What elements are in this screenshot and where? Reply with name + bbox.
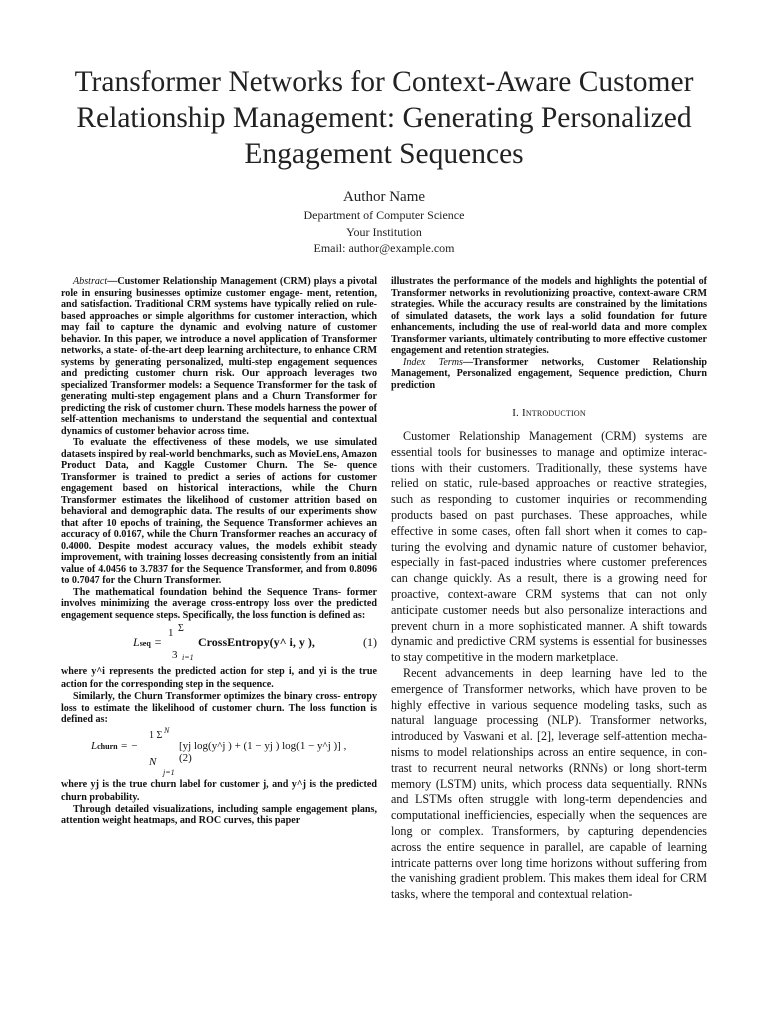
right-column (391, 276, 707, 903)
intro-paragraph-1: Customer Relationship Management (CRM) systems are essential tools for businesses to manage and optimize interac- tions with their customers. Traditionally, these systems have relied on static, rule-based approaches or reactive strategies, such as responding to customer inquiries or recommending products based on past purchases. These approaches, while effective in some cases, often fall short when it comes to cap- turing the evolving and dynamic nature of customer behavior, especially in fast-paced industries where customer preferences can change quickly. As a result, there is a growing need for proactive, context-aware CRM systems that can not only anticipate customer needs but also personalize interactions and prevent churn in a more sophisticated manner. A shift towards dynamic and predictive CRM systems is essential for businesses to stay competitive in the modern marketplace. (391, 429, 707, 665)
eq2-lhs: Lchurn = − (91, 739, 138, 752)
eq2-index: j=1 (163, 767, 175, 777)
abstract-text-1: —Customer Relationship Management (CRM) plays a pivotal role in ensuring businesses optimize customer engage- ment, retention, and satisfaction. Traditional CRM systems have typically relied on rule-based approaches or simple algorithms for customer interaction, which may fail to capture the dynamic and evolving nature of customer behavior. In this paper, we introduce a novel application of Transformer networks, a state- of-the-art deep learning architecture, to enhance CRM systems by generating personalized, multi-step engagement sequences and predicting customer churn risk. Our approach leverages two specialized Transformer models: a Sequence Transformer for the task of generating multi-step engagement plans and a Churn Transformer for predicting the risk of customer churn. These models harness the power of self-attention mechanisms to understand the sequential and contextual dynamics of customer behavior across time. (61, 276, 377, 437)
author-block (184, 188, 584, 257)
eq2-sigma: 1 Σ (149, 729, 163, 741)
author-name: Author Name (342, 189, 426, 205)
eq2-expression: [yj log(y^j ) + (1 − yj ) log(1 − y^j )] , (179, 739, 347, 752)
abstract-paragraph-5: Through detailed visualizations, including sample engagement plans, attention weight heatmaps, and ROC curves, this paper (61, 803, 377, 826)
eq2-number: (2) (179, 751, 192, 764)
eq1-sigma: Σ (178, 623, 184, 634)
author-institution: Your Institution (346, 224, 422, 239)
index-terms (391, 357, 707, 392)
abstract-paragraph-1 (61, 276, 377, 437)
equation-1 (61, 621, 377, 665)
index-terms-text: —Transformer networks, Customer Relationship Management, Personalized engagement, Sequence prediction, Churn prediction (391, 356, 707, 391)
eq2-where-clause: where yj is the true churn label for customer j, and y^j is the predicted churn probability. (61, 778, 377, 803)
intro-paragraph-2: Recent advancements in deep learning have led to the emergence of Transformer networks, which have proven to be highly effective in various sequence modeling tasks, such as natural language processing (NLP). Transformer networks, introduced by Vaswani et al. [2], leverage self-attention mecha- nisms to model relationships across an entire sequence, in con- trast to recurrent neural networks (RNNs) or long short-term memory (LSTM) units, which process data sequentially. RNNs and LSTMs often struggle with long-term dependencies and computational inefficiencies, especially when the sequences are long or complex. Transformers, by capturing dependencies across the entire sequence in parallel, are capable of learning intricate patterns over long time horizons without suffering from the vanishing gradient problem. This makes them ideal for CRM tasks, where the temporal and contextual relation- (391, 665, 707, 902)
author-department: Department of Computer Science (303, 208, 465, 222)
index-terms-label: Index Terms (403, 356, 463, 368)
section-number: I. (512, 407, 520, 419)
author-email: Email: author@example.com (313, 241, 455, 255)
eq1-fraction-numerator: 1 (168, 627, 174, 639)
eq1-where-clause: where y^i represents the predicted action for step i, and yi is the true action for the corresponding step in the sequence. (61, 666, 377, 690)
abstract-paragraph-2: To evaluate the effectiveness of these models, we use simulated datasets inspired by real-world benchmarks, such as MovieLens, Amazon Product Data, and Kaggle Customer Churn. The Se- quence Transformer is trained to predict a series of actions for customer engagement based on historical interactions, while the Churn Transformer estimates the likelihood of customer attrition based on behavioral and demographic data. The results of our experiments show that after 10 epochs of training, the Sequence Transformer achieves an accuracy of 0.0167, while the Churn Transformer reaches an accuracy of 0.4000. Despite modest accuracy values, the models exhibit steady improvement, with training losses decreasing consistently from an initial value of 4.0456 to 3.7837 for the Sequence Transformer, and from 0.8096 to 0.7047 for the Churn Transformer. (61, 437, 377, 586)
eq2-upper-limit: N (164, 725, 170, 735)
abstract-paragraph-3: The mathematical foundation behind the Sequence Trans- former involves minimizing the average cross-entropy loss over the predicted engagement sequence steps. Specifically, the loss function is defined as: (61, 586, 377, 621)
abstract-paragraph-6: illustrates the performance of the models and highlights the potential of Transformer networks in revolutionizing proactive, context-aware CRM strategies. While the accuracy results are constrained by the limitations of simulated datasets, the work lays a solid foundation for future enhancements, including the use of real-world data and more complex Transformer variants, ultimately contributing to more effective customer engagement and retention strategies. (391, 276, 707, 356)
eq2-denominator: N (149, 755, 157, 768)
eq1-lhs: Lseq = (133, 635, 162, 649)
abstract-label: Abstract (73, 276, 108, 287)
equation-2 (61, 726, 377, 778)
eq1-index: i=1 (182, 653, 194, 662)
eq1-number: (1) (363, 635, 377, 649)
left-column (61, 276, 377, 827)
eq1-fraction-denominator: 3 (172, 649, 178, 661)
section-title: Introduction (521, 407, 586, 419)
abstract-paragraph-4: Similarly, the Churn Transformer optimizes the binary cross- entropy loss to estimate the likelihood of customer churn. The loss function is defined as: (61, 691, 377, 725)
section-heading-introduction (391, 407, 707, 419)
paper-title: Transformer Networks for Context-Aware Customer Relationship Management: Generating Personalized Engagement Sequences (74, 66, 694, 170)
eq1-expression: CrossEntropy(y^ i, y ), (198, 635, 315, 649)
